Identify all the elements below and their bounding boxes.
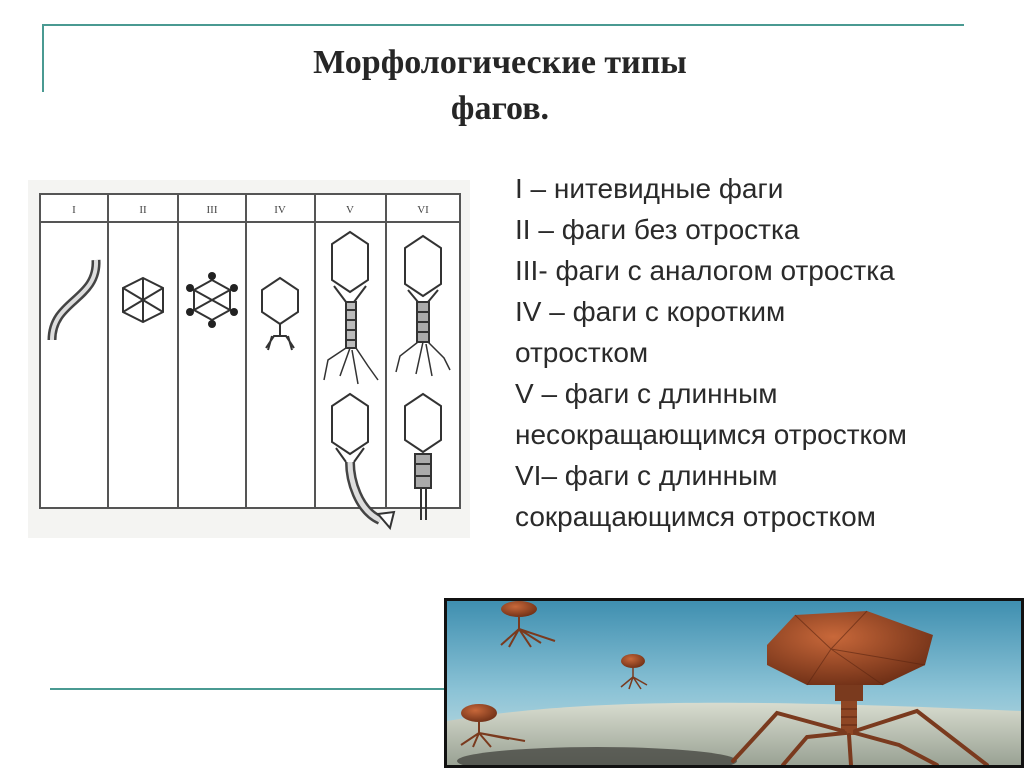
legend-item: V – фаги с длинным [515, 378, 778, 409]
column-label-1: I [72, 204, 76, 216]
legend-item: сокращающимся отростком [515, 501, 876, 532]
phage-render-image [447, 601, 1021, 765]
column-label-6: VI [417, 204, 429, 216]
title-line-2: фагов. [450, 90, 550, 127]
column-label-5: V [346, 204, 354, 216]
column-label-3: III [206, 204, 218, 216]
phage-types-figure [28, 180, 470, 538]
column-label-4: IV [274, 204, 286, 216]
table-frame [40, 194, 460, 508]
phage-type-legend [515, 168, 1005, 537]
legend-item: I – нитевидные фаги [515, 173, 784, 204]
legend-item: несокращающимся отростком [515, 419, 907, 450]
legend-item: отростком [515, 337, 649, 368]
phage-3d-illustration [444, 598, 1024, 768]
phage-types-diagram [28, 180, 470, 538]
top-divider-line [42, 24, 964, 26]
title-line-1: Морфологические типы [313, 44, 687, 81]
legend-item: II – фаги без отростка [515, 214, 800, 245]
column-label-2: II [139, 204, 147, 216]
bottom-divider-line [50, 688, 450, 690]
legend-item: IV – фаги с коротким [515, 296, 786, 327]
legend-item: III- фаги с аналогом отростка [515, 255, 895, 286]
slide-title [230, 40, 770, 132]
legend-item: VI– фаги с длинным [515, 460, 778, 491]
left-accent-line [42, 24, 44, 92]
